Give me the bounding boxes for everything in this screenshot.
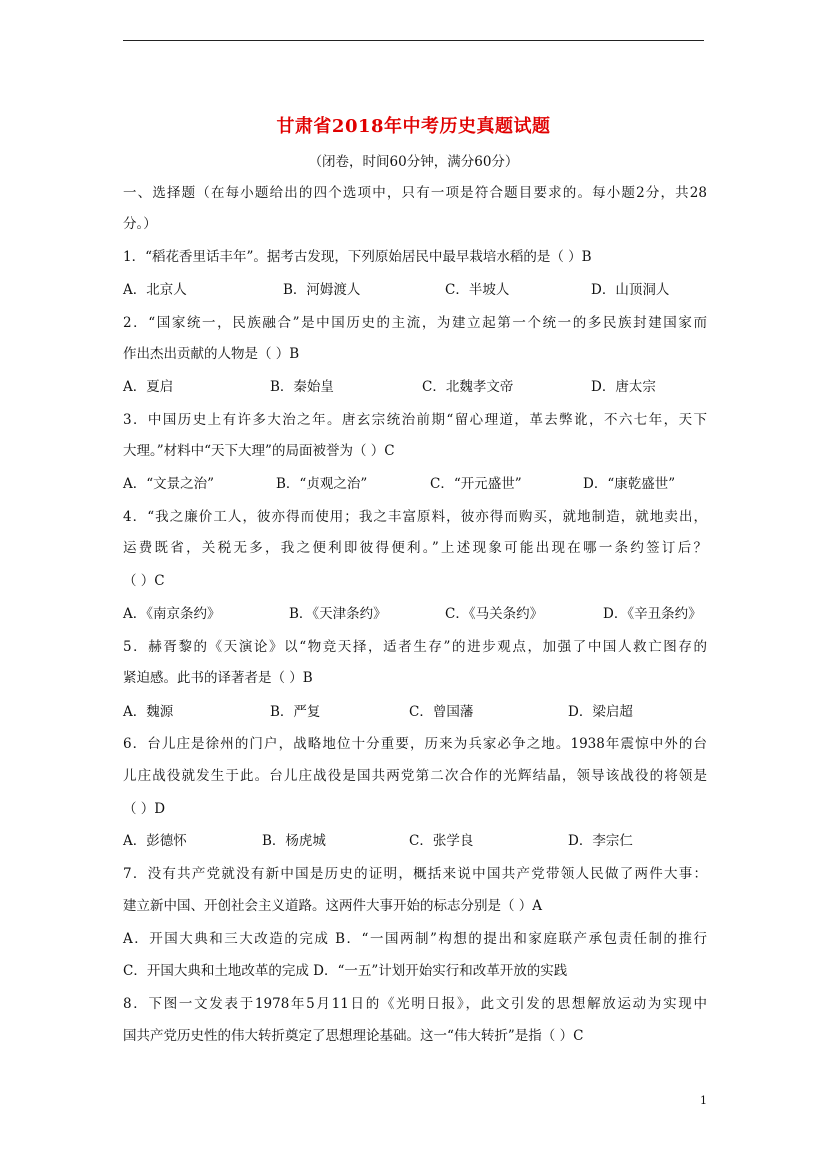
question-1-option-d: D．山顶洞人 xyxy=(591,282,670,298)
question-2-text-line-1: 2．“国家统一，民族融合”是中国历史的主流，为建立起第一个统一的多民族封建国家而 xyxy=(123,315,707,331)
question-8-text-line-2: 国共产党历史性的伟大转折奠定了思想理论基础。这一“伟大转折”是指（ ）C xyxy=(123,1028,584,1044)
question-6-text-line-3: （ ）D xyxy=(123,801,166,817)
question-6-text-line-1: 6．台儿庄是徐州的门户，战略地位十分重要，历来为兵家必争之地。1938年震惊中外的台 xyxy=(123,736,707,752)
question-2-option-b: B．秦始皇 xyxy=(270,379,334,395)
question-4-text-line-3: （ ）C xyxy=(123,573,165,589)
question-6-option-a: A．彭德怀 xyxy=(123,833,187,849)
question-5-text-line-2: 紧迫感。此书的译著者是（ ）B xyxy=(123,670,313,686)
question-3-text-line-1: 3．中国历史上有许多大治之年。唐玄宗统治前期“留心理道，革去弊讹，不六七年，天下 xyxy=(123,412,707,428)
question-4-option-c: C．《马关条约》 xyxy=(445,606,544,622)
page-title: 甘肃省2018年中考历史真题试题 xyxy=(276,116,551,137)
question-1-option-c: C．半坡人 xyxy=(445,282,510,298)
question-5-option-c: C．曾国藩 xyxy=(409,704,474,720)
question-8-text-line-1: 8．下图一文发表于1978年5月11日的《光明日报》，此文引发的思想解放运动为实现中 xyxy=(123,996,707,1012)
section-instruction-line-1: 一、选择题（在每小题给出的四个选项中，只有一项是符合题目要求的。每小题2分，共28 xyxy=(123,185,707,201)
question-4-text-line-2: 运费既省，关税无多，我之便利即彼得便利。”上述现象可能出现在哪一条约签订后？ xyxy=(123,540,707,556)
question-5-option-d: D．梁启超 xyxy=(568,704,633,720)
question-1-text: 1．“稻花香里话丰年”。据考古发现，下列原始居民中最早栽培水稻的是（ ）B xyxy=(123,249,592,265)
section-instruction-line-2: 分。） xyxy=(123,216,157,232)
question-3-option-b: B．“贞观之治” xyxy=(276,476,368,492)
question-3-text-line-2: 大理。”材料中“天下大理”的局面被誉为（ ）C xyxy=(123,443,395,459)
page-number: 1 xyxy=(700,1094,707,1107)
question-6-option-b: B．杨虎城 xyxy=(262,833,326,849)
header-rule xyxy=(123,40,704,41)
question-3-option-a: A．“文景之治” xyxy=(123,476,215,492)
question-6-option-d: D．李宗仁 xyxy=(568,833,633,849)
question-5-option-b: B．严复 xyxy=(270,704,321,720)
question-2-option-d: D．唐太宗 xyxy=(591,379,656,395)
question-4-option-b: B．《天津条约》 xyxy=(289,606,387,622)
question-5-option-a: A．魏源 xyxy=(123,704,174,720)
question-7-text-line-1: 7．没有共产党就没有新中国是历史的证明，概括来说中国共产党带领人民做了两件大事： xyxy=(123,866,707,882)
question-7-options-line-2: C．开国大典和土地改革的完成 D．“一五”计划开始实行和改革开放的实践 xyxy=(123,963,568,979)
question-5-text-line-1: 5．赫胥黎的《天演论》以“物竞天择，适者生存”的进步观点，加强了中国人救亡图存的 xyxy=(123,639,707,655)
question-6-option-c: C．张学良 xyxy=(409,833,474,849)
question-6-text-line-2: 儿庄战役就发生于此。台儿庄战役是国共两党第二次合作的光辉结晶，领导该战役的将领是 xyxy=(123,768,707,784)
question-1-option-a: A．北京人 xyxy=(123,282,187,298)
question-2-option-c: C．北魏孝文帝 xyxy=(422,379,514,395)
question-4-option-a: A．《南京条约》 xyxy=(123,606,221,622)
question-2-option-a: A．夏启 xyxy=(123,379,174,395)
question-7-options-line-1: A．开国大典和三大改造的完成 B．“一国两制”构想的提出和家庭联产承包责任制的推行 xyxy=(123,931,707,947)
question-2-text-line-2: 作出杰出贡献的人物是（ ）B xyxy=(123,346,300,362)
exam-note: （闭卷，时间60分钟，满分60分） xyxy=(308,154,519,170)
question-4-text-line-1: 4．“我之廉价工人，彼亦得而使用；我之丰富原料，彼亦得而购买，就地制造，就地卖出， xyxy=(123,509,707,525)
question-4-option-d: D．《辛丑条约》 xyxy=(603,606,702,622)
question-3-option-c: C．“开元盛世” xyxy=(430,476,522,492)
question-7-text-line-2: 建立新中国、开创社会主义道路。这两件大事开始的标志分别是（ ）A xyxy=(123,898,543,914)
question-1-option-b: B．河姆渡人 xyxy=(283,282,361,298)
question-3-option-d: D．“康乾盛世” xyxy=(583,476,676,492)
